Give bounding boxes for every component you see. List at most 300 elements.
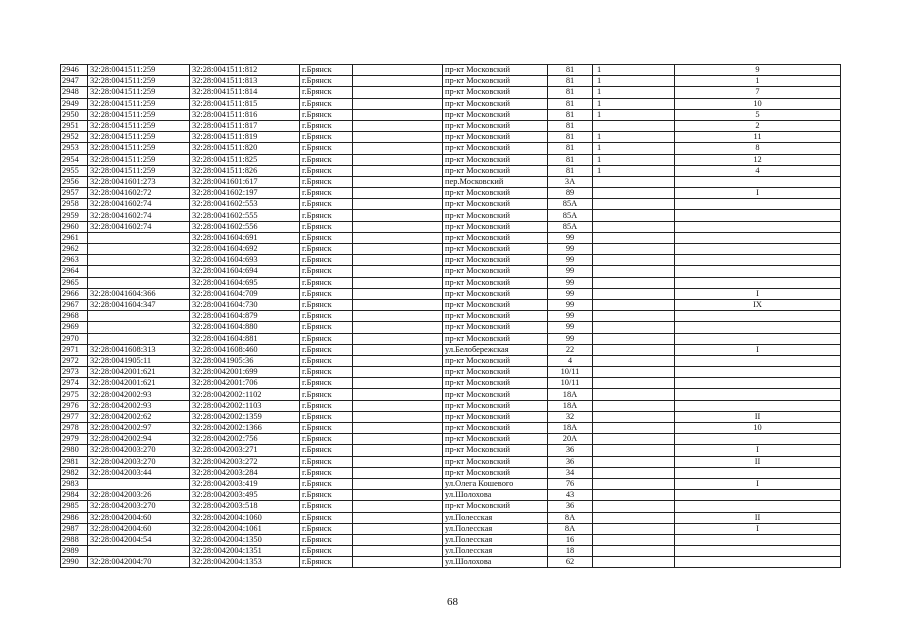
table-row bbox=[61, 478, 841, 489]
cadastral-number-cell: 32:28:0042003:284 bbox=[190, 467, 300, 478]
district-cell bbox=[353, 255, 443, 266]
district-cell bbox=[353, 120, 443, 131]
row-number-cell: 2947 bbox=[61, 76, 88, 87]
street-cell: ул.Олега Кошевого bbox=[443, 478, 548, 489]
cadastral-number-cell: 32:28:0041511:815 bbox=[190, 98, 300, 109]
building-cell bbox=[593, 523, 675, 534]
house-cell: 99 bbox=[548, 244, 593, 255]
premises-cell bbox=[675, 501, 841, 512]
building-cell bbox=[593, 277, 675, 288]
cadastral-number-cell: 32:28:0042004:1353 bbox=[190, 557, 300, 568]
house-cell: 62 bbox=[548, 557, 593, 568]
city-cell: г.Брянск bbox=[300, 400, 353, 411]
building-cell bbox=[593, 232, 675, 243]
building-cell: 1 bbox=[593, 65, 675, 76]
premises-cell: II bbox=[675, 512, 841, 523]
parent-cadastral-number-cell: 32:28:0041905:11 bbox=[88, 355, 190, 366]
table-row bbox=[61, 333, 841, 344]
district-cell bbox=[353, 65, 443, 76]
building-cell bbox=[593, 467, 675, 478]
row-number-cell: 2986 bbox=[61, 512, 88, 523]
house-cell: 99 bbox=[548, 322, 593, 333]
district-cell bbox=[353, 210, 443, 221]
district-cell bbox=[353, 266, 443, 277]
table-row bbox=[61, 232, 841, 243]
street-cell: пр-кт Московский bbox=[443, 400, 548, 411]
building-cell bbox=[593, 501, 675, 512]
cadastral-number-cell: 32:28:0041604:694 bbox=[190, 266, 300, 277]
row-number-cell: 2963 bbox=[61, 255, 88, 266]
parent-cadastral-number-cell: 32:28:0041604:366 bbox=[88, 288, 190, 299]
building-cell bbox=[593, 266, 675, 277]
parent-cadastral-number-cell: 32:28:0042003:270 bbox=[88, 501, 190, 512]
premises-cell: I bbox=[675, 478, 841, 489]
district-cell bbox=[353, 534, 443, 545]
district-cell bbox=[353, 132, 443, 143]
parent-cadastral-number-cell: 32:28:0041602:74 bbox=[88, 199, 190, 210]
street-cell: пр-кт Московский bbox=[443, 221, 548, 232]
building-cell bbox=[593, 389, 675, 400]
premises-cell bbox=[675, 378, 841, 389]
parent-cadastral-number-cell: 32:28:0041604:347 bbox=[88, 299, 190, 310]
row-number-cell: 2970 bbox=[61, 333, 88, 344]
house-cell: 8А bbox=[548, 523, 593, 534]
street-cell: пр-кт Московский bbox=[443, 210, 548, 221]
building-cell bbox=[593, 199, 675, 210]
building-cell bbox=[593, 333, 675, 344]
table-row bbox=[61, 188, 841, 199]
district-cell bbox=[353, 299, 443, 310]
city-cell: г.Брянск bbox=[300, 65, 353, 76]
parent-cadastral-number-cell: 32:28:0042002:97 bbox=[88, 423, 190, 434]
district-cell bbox=[353, 456, 443, 467]
table-row bbox=[61, 501, 841, 512]
table-row bbox=[61, 143, 841, 154]
house-cell: 20А bbox=[548, 434, 593, 445]
parent-cadastral-number-cell: 32:28:0041511:259 bbox=[88, 132, 190, 143]
house-cell: 10/11 bbox=[548, 378, 593, 389]
building-cell bbox=[593, 490, 675, 501]
house-cell: 18 bbox=[548, 546, 593, 557]
parent-cadastral-number-cell: 32:28:0042003:44 bbox=[88, 467, 190, 478]
parent-cadastral-number-cell: 32:28:0041511:259 bbox=[88, 98, 190, 109]
table-row bbox=[61, 523, 841, 534]
building-cell bbox=[593, 344, 675, 355]
building-cell bbox=[593, 120, 675, 131]
city-cell: г.Брянск bbox=[300, 546, 353, 557]
parent-cadastral-number-cell: 32:28:0042002:94 bbox=[88, 434, 190, 445]
street-cell: пр-кт Московский bbox=[443, 445, 548, 456]
building-cell: 1 bbox=[593, 132, 675, 143]
parent-cadastral-number-cell: 32:28:0042004:54 bbox=[88, 534, 190, 545]
row-number-cell: 2962 bbox=[61, 244, 88, 255]
premises-cell: IX bbox=[675, 299, 841, 310]
premises-cell: I bbox=[675, 288, 841, 299]
building-cell: 1 bbox=[593, 165, 675, 176]
parent-cadastral-number-cell: 32:28:0042004:60 bbox=[88, 523, 190, 534]
parent-cadastral-number-cell bbox=[88, 333, 190, 344]
row-number-cell: 2967 bbox=[61, 299, 88, 310]
house-cell: 34 bbox=[548, 467, 593, 478]
premises-cell bbox=[675, 546, 841, 557]
row-number-cell: 2985 bbox=[61, 501, 88, 512]
table-row bbox=[61, 411, 841, 422]
building-cell bbox=[593, 546, 675, 557]
street-cell: пр-кт Московский bbox=[443, 423, 548, 434]
city-cell: г.Брянск bbox=[300, 154, 353, 165]
house-cell: 81 bbox=[548, 87, 593, 98]
city-cell: г.Брянск bbox=[300, 210, 353, 221]
house-cell: 81 bbox=[548, 154, 593, 165]
building-cell: 1 bbox=[593, 98, 675, 109]
house-cell: 36 bbox=[548, 501, 593, 512]
city-cell: г.Брянск bbox=[300, 232, 353, 243]
street-cell: пр-кт Московский bbox=[443, 288, 548, 299]
street-cell: ул.Полесская bbox=[443, 512, 548, 523]
cadastral-number-cell: 32:28:0041511:816 bbox=[190, 109, 300, 120]
house-cell: 85А bbox=[548, 221, 593, 232]
street-cell: пр-кт Московский bbox=[443, 87, 548, 98]
city-cell: г.Брянск bbox=[300, 333, 353, 344]
row-number-cell: 2955 bbox=[61, 165, 88, 176]
city-cell: г.Брянск bbox=[300, 367, 353, 378]
district-cell bbox=[353, 478, 443, 489]
cadastral-number-cell: 32:28:0042004:1351 bbox=[190, 546, 300, 557]
cadastral-number-cell: 32:28:0041601:617 bbox=[190, 176, 300, 187]
district-cell bbox=[353, 557, 443, 568]
building-cell bbox=[593, 210, 675, 221]
building-cell bbox=[593, 255, 675, 266]
row-number-cell: 2949 bbox=[61, 98, 88, 109]
row-number-cell: 2983 bbox=[61, 478, 88, 489]
building-cell bbox=[593, 244, 675, 255]
building-cell: 1 bbox=[593, 154, 675, 165]
row-number-cell: 2978 bbox=[61, 423, 88, 434]
table-row bbox=[61, 277, 841, 288]
cadastral-number-cell: 32:28:0041511:825 bbox=[190, 154, 300, 165]
table-row bbox=[61, 423, 841, 434]
house-cell: 81 bbox=[548, 132, 593, 143]
premises-cell bbox=[675, 176, 841, 187]
parent-cadastral-number-cell: 32:28:0041602:74 bbox=[88, 221, 190, 232]
street-cell: пр-кт Московский bbox=[443, 143, 548, 154]
table-row bbox=[61, 165, 841, 176]
city-cell: г.Брянск bbox=[300, 120, 353, 131]
table-row bbox=[61, 378, 841, 389]
district-cell bbox=[353, 154, 443, 165]
street-cell: пр-кт Московский bbox=[443, 266, 548, 277]
district-cell bbox=[353, 333, 443, 344]
row-number-cell: 2976 bbox=[61, 400, 88, 411]
premises-cell: 7 bbox=[675, 87, 841, 98]
parent-cadastral-number-cell bbox=[88, 244, 190, 255]
cadastral-number-cell: 32:28:0041511:814 bbox=[190, 87, 300, 98]
building-cell bbox=[593, 456, 675, 467]
table-row bbox=[61, 98, 841, 109]
house-cell: 99 bbox=[548, 288, 593, 299]
house-cell: 18А bbox=[548, 400, 593, 411]
premises-cell bbox=[675, 311, 841, 322]
building-cell bbox=[593, 434, 675, 445]
table-row bbox=[61, 557, 841, 568]
district-cell bbox=[353, 277, 443, 288]
row-number-cell: 2959 bbox=[61, 210, 88, 221]
city-cell: г.Брянск bbox=[300, 512, 353, 523]
parent-cadastral-number-cell bbox=[88, 232, 190, 243]
building-cell bbox=[593, 299, 675, 310]
house-cell: 16 bbox=[548, 534, 593, 545]
row-number-cell: 2990 bbox=[61, 557, 88, 568]
row-number-cell: 2961 bbox=[61, 232, 88, 243]
premises-cell bbox=[675, 244, 841, 255]
street-cell: ул.Шолохова bbox=[443, 490, 548, 501]
parent-cadastral-number-cell bbox=[88, 255, 190, 266]
row-number-cell: 2957 bbox=[61, 188, 88, 199]
city-cell: г.Брянск bbox=[300, 188, 353, 199]
house-cell: 3А bbox=[548, 176, 593, 187]
premises-cell bbox=[675, 389, 841, 400]
district-cell bbox=[353, 76, 443, 87]
table-row bbox=[61, 389, 841, 400]
premises-cell bbox=[675, 367, 841, 378]
district-cell bbox=[353, 143, 443, 154]
parent-cadastral-number-cell: 32:28:0041608:313 bbox=[88, 344, 190, 355]
city-cell: г.Брянск bbox=[300, 266, 353, 277]
street-cell: пр-кт Московский bbox=[443, 232, 548, 243]
street-cell: пр-кт Московский bbox=[443, 434, 548, 445]
premises-cell bbox=[675, 434, 841, 445]
premises-cell bbox=[675, 210, 841, 221]
cadastral-number-cell: 32:28:0042001:699 bbox=[190, 367, 300, 378]
city-cell: г.Брянск bbox=[300, 165, 353, 176]
table-row bbox=[61, 199, 841, 210]
building-cell bbox=[593, 221, 675, 232]
street-cell: пр-кт Московский bbox=[443, 322, 548, 333]
cadastral-number-cell: 32:28:0041511:820 bbox=[190, 143, 300, 154]
table-row bbox=[61, 210, 841, 221]
district-cell bbox=[353, 434, 443, 445]
city-cell: г.Брянск bbox=[300, 534, 353, 545]
premises-cell: II bbox=[675, 411, 841, 422]
parent-cadastral-number-cell: 32:28:0042002:93 bbox=[88, 389, 190, 400]
cadastral-number-cell: 32:28:0041608:460 bbox=[190, 344, 300, 355]
cadastral-number-cell: 32:28:0041604:730 bbox=[190, 299, 300, 310]
building-cell bbox=[593, 378, 675, 389]
row-number-cell: 2956 bbox=[61, 176, 88, 187]
district-cell bbox=[353, 188, 443, 199]
city-cell: г.Брянск bbox=[300, 132, 353, 143]
table-row bbox=[61, 132, 841, 143]
cadastral-number-cell: 32:28:0041511:812 bbox=[190, 65, 300, 76]
cadastral-number-cell: 32:28:0042003:272 bbox=[190, 456, 300, 467]
premises-cell bbox=[675, 232, 841, 243]
building-cell bbox=[593, 322, 675, 333]
house-cell: 81 bbox=[548, 98, 593, 109]
row-number-cell: 2989 bbox=[61, 546, 88, 557]
street-cell: пр-кт Московский bbox=[443, 467, 548, 478]
house-cell: 43 bbox=[548, 490, 593, 501]
parent-cadastral-number-cell: 32:28:0042003:270 bbox=[88, 445, 190, 456]
street-cell: пр-кт Московский bbox=[443, 132, 548, 143]
street-cell: пр-кт Московский bbox=[443, 165, 548, 176]
district-cell bbox=[353, 176, 443, 187]
row-number-cell: 2953 bbox=[61, 143, 88, 154]
parent-cadastral-number-cell: 32:28:0042003:270 bbox=[88, 456, 190, 467]
building-cell bbox=[593, 445, 675, 456]
city-cell: г.Брянск bbox=[300, 467, 353, 478]
city-cell: г.Брянск bbox=[300, 311, 353, 322]
street-cell: пр-кт Московский bbox=[443, 311, 548, 322]
table-row bbox=[61, 344, 841, 355]
cadastral-number-cell: 32:28:0041511:817 bbox=[190, 120, 300, 131]
street-cell: пр-кт Московский bbox=[443, 98, 548, 109]
row-number-cell: 2950 bbox=[61, 109, 88, 120]
premises-cell: I bbox=[675, 344, 841, 355]
parent-cadastral-number-cell: 32:28:0041511:259 bbox=[88, 165, 190, 176]
city-cell: г.Брянск bbox=[300, 76, 353, 87]
district-cell bbox=[353, 523, 443, 534]
table-row bbox=[61, 76, 841, 87]
parent-cadastral-number-cell bbox=[88, 311, 190, 322]
row-number-cell: 2960 bbox=[61, 221, 88, 232]
registry-table bbox=[60, 64, 841, 568]
parent-cadastral-number-cell: 32:28:0042001:621 bbox=[88, 378, 190, 389]
premises-cell bbox=[675, 221, 841, 232]
city-cell: г.Брянск bbox=[300, 423, 353, 434]
cadastral-number-cell: 32:28:0041602:553 bbox=[190, 199, 300, 210]
premises-cell bbox=[675, 322, 841, 333]
table-row bbox=[61, 367, 841, 378]
row-number-cell: 2980 bbox=[61, 445, 88, 456]
row-number-cell: 2979 bbox=[61, 434, 88, 445]
parent-cadastral-number-cell: 32:28:0041511:259 bbox=[88, 87, 190, 98]
row-number-cell: 2952 bbox=[61, 132, 88, 143]
cadastral-number-cell: 32:28:0042003:271 bbox=[190, 445, 300, 456]
parent-cadastral-number-cell: 32:28:0041511:259 bbox=[88, 65, 190, 76]
cadastral-number-cell: 32:28:0041602:197 bbox=[190, 188, 300, 199]
parent-cadastral-number-cell bbox=[88, 478, 190, 489]
table-row bbox=[61, 445, 841, 456]
district-cell bbox=[353, 98, 443, 109]
district-cell bbox=[353, 423, 443, 434]
table-row bbox=[61, 400, 841, 411]
table-row bbox=[61, 120, 841, 131]
building-cell bbox=[593, 288, 675, 299]
house-cell: 99 bbox=[548, 255, 593, 266]
row-number-cell: 2964 bbox=[61, 266, 88, 277]
city-cell: г.Брянск bbox=[300, 299, 353, 310]
city-cell: г.Брянск bbox=[300, 109, 353, 120]
table-row bbox=[61, 490, 841, 501]
street-cell: пр-кт Московский bbox=[443, 76, 548, 87]
house-cell: 36 bbox=[548, 456, 593, 467]
city-cell: г.Брянск bbox=[300, 355, 353, 366]
premises-cell bbox=[675, 467, 841, 478]
row-number-cell: 2975 bbox=[61, 389, 88, 400]
house-cell: 18А bbox=[548, 423, 593, 434]
table-row bbox=[61, 299, 841, 310]
city-cell: г.Брянск bbox=[300, 221, 353, 232]
city-cell: г.Брянск bbox=[300, 456, 353, 467]
district-cell bbox=[353, 109, 443, 120]
building-cell bbox=[593, 311, 675, 322]
cadastral-number-cell: 32:28:0041905:36 bbox=[190, 355, 300, 366]
table-row bbox=[61, 546, 841, 557]
cadastral-number-cell: 32:28:0042003:419 bbox=[190, 478, 300, 489]
house-cell: 89 bbox=[548, 188, 593, 199]
district-cell bbox=[353, 367, 443, 378]
district-cell bbox=[353, 378, 443, 389]
building-cell: 1 bbox=[593, 87, 675, 98]
table-row bbox=[61, 456, 841, 467]
district-cell bbox=[353, 87, 443, 98]
cadastral-number-cell: 32:28:0042003:495 bbox=[190, 490, 300, 501]
district-cell bbox=[353, 490, 443, 501]
parent-cadastral-number-cell: 32:28:0041511:259 bbox=[88, 143, 190, 154]
premises-cell bbox=[675, 333, 841, 344]
street-cell: пр-кт Московский bbox=[443, 199, 548, 210]
parent-cadastral-number-cell: 32:28:0042002:62 bbox=[88, 411, 190, 422]
table-row bbox=[61, 109, 841, 120]
premises-cell: 10 bbox=[675, 98, 841, 109]
parent-cadastral-number-cell: 32:28:0041511:259 bbox=[88, 154, 190, 165]
row-number-cell: 2965 bbox=[61, 277, 88, 288]
parent-cadastral-number-cell: 32:28:0042004:60 bbox=[88, 512, 190, 523]
cadastral-number-cell: 32:28:0041511:813 bbox=[190, 76, 300, 87]
street-cell: ул.Полесская bbox=[443, 534, 548, 545]
premises-cell: 11 bbox=[675, 132, 841, 143]
row-number-cell: 2966 bbox=[61, 288, 88, 299]
street-cell: пр-кт Московский bbox=[443, 456, 548, 467]
cadastral-number-cell: 32:28:0042004:1060 bbox=[190, 512, 300, 523]
district-cell bbox=[353, 311, 443, 322]
house-cell: 81 bbox=[548, 109, 593, 120]
street-cell: ул.Шолохова bbox=[443, 557, 548, 568]
row-number-cell: 2981 bbox=[61, 456, 88, 467]
cadastral-number-cell: 32:28:0041511:819 bbox=[190, 132, 300, 143]
premises-cell: 5 bbox=[675, 109, 841, 120]
street-cell: пр-кт Московский bbox=[443, 65, 548, 76]
parent-cadastral-number-cell bbox=[88, 546, 190, 557]
row-number-cell: 2974 bbox=[61, 378, 88, 389]
cadastral-number-cell: 32:28:0042001:706 bbox=[190, 378, 300, 389]
district-cell bbox=[353, 445, 443, 456]
parent-cadastral-number-cell: 32:28:0041602:74 bbox=[88, 210, 190, 221]
district-cell bbox=[353, 165, 443, 176]
building-cell bbox=[593, 478, 675, 489]
district-cell bbox=[353, 232, 443, 243]
house-cell: 81 bbox=[548, 143, 593, 154]
district-cell bbox=[353, 355, 443, 366]
house-cell: 18А bbox=[548, 389, 593, 400]
premises-cell: 12 bbox=[675, 154, 841, 165]
cadastral-number-cell: 32:28:0041604:879 bbox=[190, 311, 300, 322]
district-cell bbox=[353, 221, 443, 232]
row-number-cell: 2984 bbox=[61, 490, 88, 501]
parent-cadastral-number-cell bbox=[88, 277, 190, 288]
table-body bbox=[61, 65, 841, 568]
district-cell bbox=[353, 512, 443, 523]
premises-cell bbox=[675, 534, 841, 545]
house-cell: 99 bbox=[548, 232, 593, 243]
parent-cadastral-number-cell: 32:28:0042001:621 bbox=[88, 367, 190, 378]
city-cell: г.Брянск bbox=[300, 277, 353, 288]
row-number-cell: 2988 bbox=[61, 534, 88, 545]
house-cell: 81 bbox=[548, 165, 593, 176]
premises-cell: 9 bbox=[675, 65, 841, 76]
premises-cell bbox=[675, 490, 841, 501]
parent-cadastral-number-cell bbox=[88, 322, 190, 333]
